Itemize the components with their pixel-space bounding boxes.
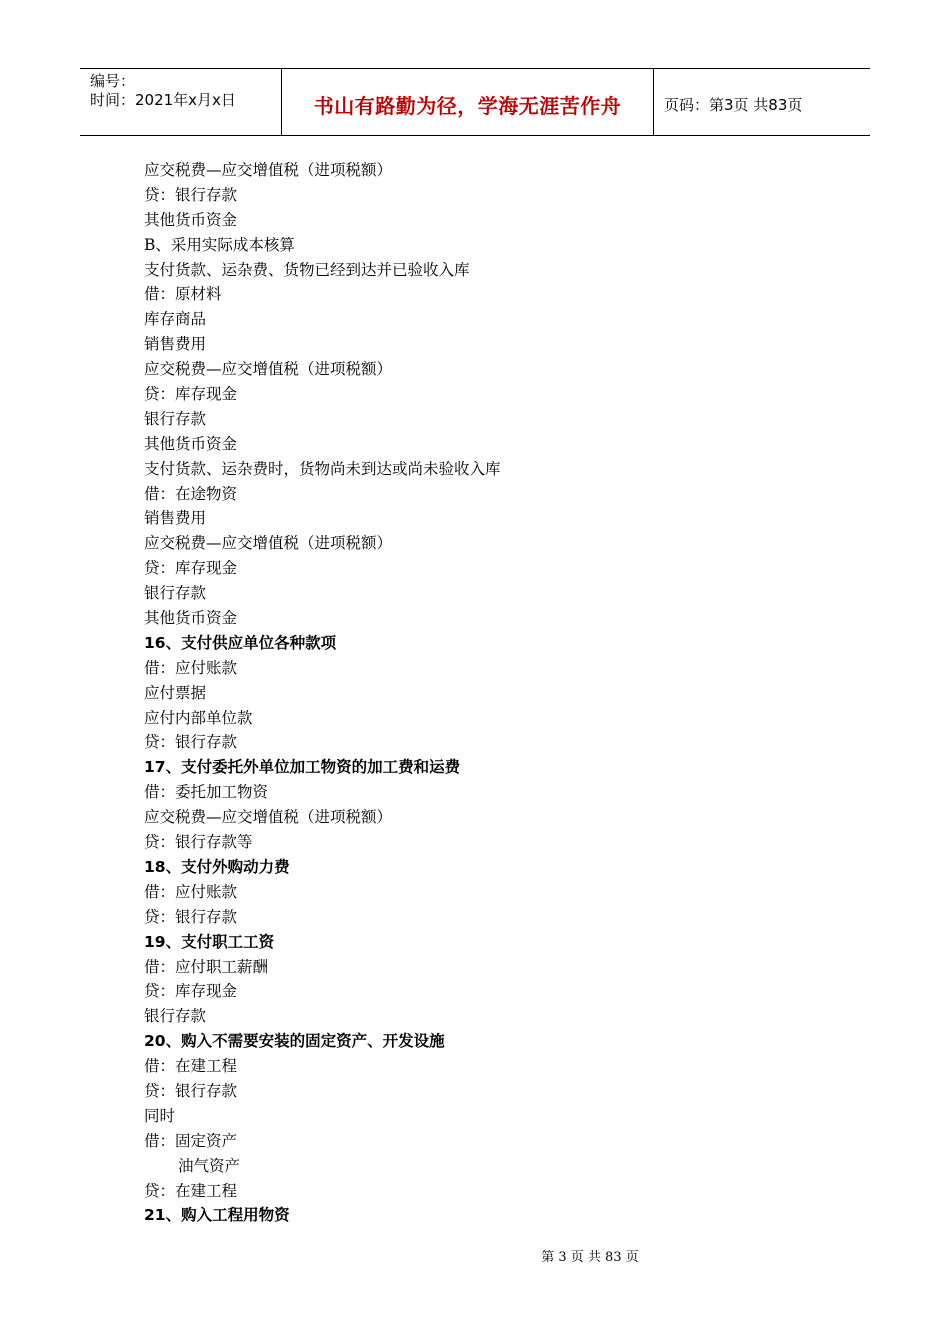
body-line: 应付内部单位款 xyxy=(144,708,253,727)
body-line: 借：委托加工物资 xyxy=(144,783,269,802)
document-time-label: 时间：2021年x月x日 xyxy=(90,91,236,109)
body-line: 银行存款 xyxy=(144,409,207,428)
body-line: 应交税费—应交增值税（进项税额） xyxy=(144,534,393,553)
body-line: 应付票据 xyxy=(144,683,207,702)
body-line: 其他货币资金 xyxy=(144,434,238,453)
body-line: 应交税费—应交增值税（进项税额） xyxy=(144,360,393,379)
header-motto: 书山有路勤为径，学海无涯苦作舟 xyxy=(313,93,622,118)
body-line: 贷：银行存款 xyxy=(144,185,238,204)
body-line: 贷：银行存款等 xyxy=(144,833,253,852)
header-motto-cell xyxy=(282,69,654,135)
body-line: 银行存款 xyxy=(144,584,207,603)
document-number-label: 编号： xyxy=(90,72,136,90)
body-line: 同时 xyxy=(144,1106,176,1125)
section-heading: 18、支付外购动力费 xyxy=(144,857,290,876)
header-page-info-cell xyxy=(654,69,870,135)
body-line: 贷：库存现金 xyxy=(144,385,238,404)
header-page-info: 页码：第3页 共83页 xyxy=(664,95,803,114)
body-line: 借：应付职工薪酬 xyxy=(144,957,269,976)
body-line: 借：固定资产 xyxy=(144,1131,238,1150)
body-line: 应交税费—应交增值税（进项税额） xyxy=(144,161,393,179)
document-body xyxy=(144,158,844,1228)
body-line: 贷：银行存款 xyxy=(144,1081,238,1100)
body-line: 贷：银行存款 xyxy=(144,733,238,752)
section-heading: 16、支付供应单位各种款项 xyxy=(144,633,337,652)
body-line: B、采用实际成本核算 xyxy=(144,235,295,254)
section-heading: 19、支付职工工资 xyxy=(144,932,275,951)
body-line: 借：在途物资 xyxy=(144,484,238,503)
body-line: 借：原材料 xyxy=(144,285,222,304)
section-heading: 17、支付委托外单位加工物资的加工费和运费 xyxy=(144,758,461,777)
body-line: 油气资产 xyxy=(178,1156,241,1175)
body-line: 贷：在建工程 xyxy=(144,1181,238,1200)
section-heading: 20、购入不需要安装的固定资产、开发设施 xyxy=(144,1032,445,1051)
body-line: 借：应付账款 xyxy=(144,658,238,677)
body-line: 销售费用 xyxy=(144,335,207,354)
body-line: 贷：库存现金 xyxy=(144,982,238,1001)
section-heading: 21、购入工程用物资 xyxy=(144,1206,290,1225)
body-line: 借：应付账款 xyxy=(144,882,238,901)
header-meta xyxy=(80,69,282,135)
body-line: 贷：银行存款 xyxy=(144,907,238,926)
body-line: 银行存款 xyxy=(144,1007,207,1026)
body-line: 其他货币资金 xyxy=(144,609,238,628)
body-line: 销售费用 xyxy=(144,509,207,528)
page-footer: 第 3 页 共 83 页 xyxy=(541,1250,639,1265)
page-header xyxy=(80,68,870,136)
body-line: 应交税费—应交增值税（进项税额） xyxy=(144,808,393,827)
body-line: 支付货款、运杂费时，货物尚未到达或尚未验收入库 xyxy=(144,459,501,478)
body-line: 支付货款、运杂费、货物已经到达并已验收入库 xyxy=(144,260,470,279)
body-line: 贷：库存现金 xyxy=(144,559,238,578)
body-line: 库存商品 xyxy=(144,310,207,329)
body-line: 借：在建工程 xyxy=(144,1057,238,1076)
body-line: 其他货币资金 xyxy=(144,210,238,229)
